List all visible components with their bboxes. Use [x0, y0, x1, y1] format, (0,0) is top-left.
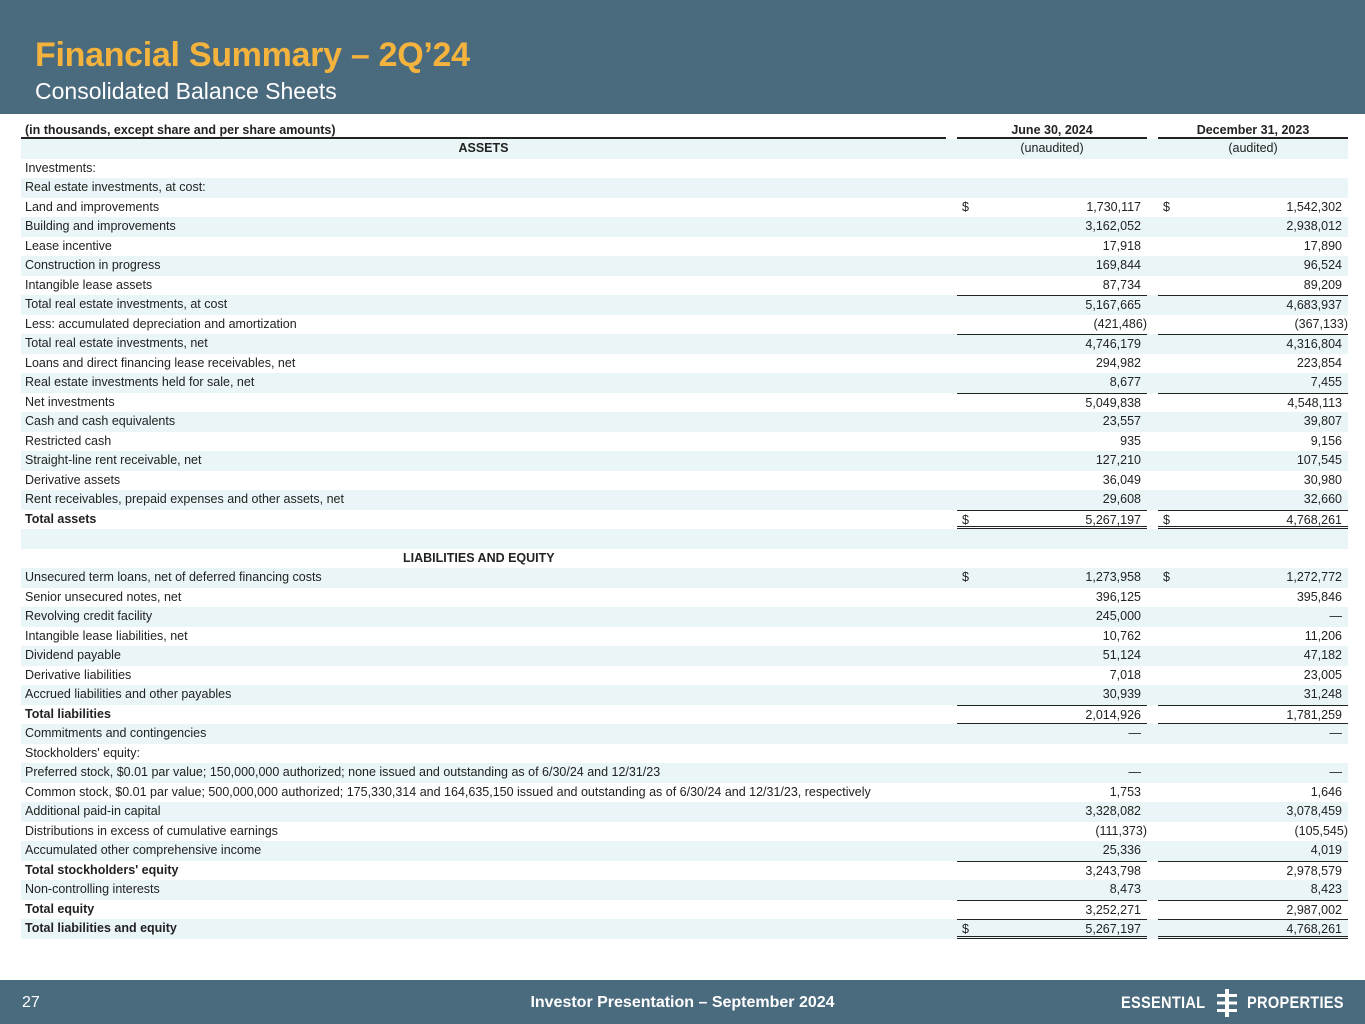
row-label: Land and improvements [25, 199, 160, 214]
cell-dec-2023 [1158, 919, 1348, 939]
cell-dec-2023 [1158, 685, 1348, 705]
cell-value: 47,182 [1303, 648, 1342, 662]
table-row [21, 334, 1348, 354]
table-row [21, 841, 1348, 861]
cell-dec-2023 [1158, 763, 1348, 783]
cell-value: 5,167,665 [1085, 298, 1141, 312]
cell-value: 294,982 [1095, 355, 1141, 370]
row-label: Real estate investments, at cost: [25, 180, 206, 194]
row-label: Preferred stock, $0.01 par value; 150,000,000 authorized; none issued and outstanding as of 6/30/24 and 12/31/23 [25, 765, 661, 779]
table-row [21, 315, 1348, 335]
cell-june-2024 [957, 159, 1147, 179]
cell-dec-2023 [1158, 373, 1348, 393]
row-label: Additional paid-in capital [25, 804, 161, 818]
row-label: Intangible lease liabilities, net [25, 628, 188, 643]
cell-value: 3,078,459 [1286, 804, 1342, 818]
cell-june-2024 [957, 315, 1147, 335]
cell-dec-2023 [1158, 471, 1348, 491]
row-label: Less: accumulated depreciation and amortization [25, 316, 297, 331]
currency-symbol: $ [962, 512, 969, 527]
row-label: Lease incentive [25, 238, 112, 253]
cell-june-2024 [957, 861, 1147, 881]
cell-value: 51,124 [1102, 648, 1141, 662]
cell-june-2024 [957, 256, 1147, 276]
row-label: Unsecured term loans, net of deferred financing costs [25, 570, 322, 584]
cell-value: 17,918 [1102, 238, 1141, 253]
cell-value: 1,542,302 [1286, 199, 1342, 214]
cell-dec-2023 [1158, 256, 1348, 276]
cell-dec-2023 [1158, 607, 1348, 627]
cell-value: (111,373) [1095, 823, 1147, 838]
table-section-row [21, 549, 1348, 569]
table-header [21, 118, 1348, 139]
row-label: Total liabilities [25, 706, 111, 721]
cell-june-2024 [957, 393, 1147, 413]
cell-value: 3,328,082 [1085, 804, 1141, 818]
table-section-row [21, 139, 1348, 159]
cell-value: (367,133) [1294, 316, 1348, 331]
cell-value: 1,273,958 [1085, 570, 1141, 584]
cell-value: 30,980 [1303, 472, 1342, 487]
cell-value: 107,545 [1296, 453, 1342, 467]
cell-value: 23,005 [1303, 667, 1342, 682]
cell-value: 5,267,197 [1085, 922, 1141, 936]
cell-dec-2023 [1158, 861, 1348, 881]
table-section-row [21, 529, 1348, 549]
cell-dec-2023 [1158, 334, 1348, 354]
row-label: Net investments [25, 394, 115, 409]
cell-value: 17,890 [1303, 238, 1342, 253]
cell-dec-2023 [1158, 705, 1348, 725]
cell-dec-2023 [1158, 315, 1348, 335]
cell-june-2024 [957, 334, 1147, 354]
cell-value: — [1329, 765, 1342, 779]
cell-dec-2023 [1158, 588, 1348, 608]
row-label: Real estate investments held for sale, net [25, 375, 255, 389]
cell-value: 223,854 [1296, 355, 1342, 370]
row-label: Total real estate investments, net [25, 336, 208, 350]
cell-dec-2023 [1158, 159, 1348, 179]
cell-june-2024 [957, 568, 1147, 588]
row-label: Senior unsecured notes, net [25, 589, 182, 604]
cell-dec-2023 [1158, 178, 1348, 198]
cell-june-2024 [957, 880, 1147, 900]
row-label: Total assets [25, 511, 97, 526]
logo-word-left: ESSENTIAL [1121, 993, 1206, 1012]
cell-value: 2,978,579 [1286, 863, 1342, 878]
cell-value: — [1329, 609, 1342, 623]
cell-dec-2023 [1158, 237, 1348, 257]
cell-value: 245,000 [1095, 609, 1141, 623]
cell-june-2024 [957, 822, 1147, 842]
cell-value: 11,206 [1304, 628, 1342, 643]
cell-value: 169,844 [1095, 258, 1141, 272]
row-label: Distributions in excess of cumulative earnings [25, 823, 278, 838]
cell-dec-2023 [1158, 627, 1348, 647]
cell-june-2024 [957, 276, 1147, 296]
cell-value: 9,156 [1310, 433, 1342, 448]
cell-dec-2023 [1158, 217, 1348, 237]
table-row [21, 666, 1348, 686]
cell-june-2024 [957, 237, 1147, 257]
cell-june-2024 [957, 412, 1147, 432]
row-label: Non-controlling interests [25, 882, 160, 896]
cell-value: 4,768,261 [1286, 512, 1342, 527]
currency-symbol: $ [962, 570, 969, 584]
cell-dec-2023 [1158, 724, 1348, 744]
cell-june-2024 [957, 724, 1147, 744]
cell-value: 7,018 [1109, 667, 1141, 682]
cell-value: 3,162,052 [1085, 219, 1141, 233]
currency-symbol: $ [962, 922, 969, 936]
cell-value: 10,762 [1102, 628, 1141, 643]
cell-value: 23,557 [1102, 414, 1141, 428]
table-body [21, 139, 1348, 939]
cell-value: 8,423 [1310, 882, 1342, 896]
table-row [21, 276, 1348, 296]
table-row [21, 763, 1348, 783]
cell-value: 3,243,798 [1085, 863, 1141, 878]
table-row [21, 802, 1348, 822]
cell-value: 395,846 [1296, 589, 1342, 604]
logo-mark-icon [1217, 989, 1237, 1017]
cell-value: (105,545) [1294, 823, 1348, 838]
cell-value: 25,336 [1102, 843, 1141, 857]
currency-symbol: $ [1163, 570, 1170, 584]
table-row [21, 159, 1348, 179]
cell-dec-2023 [1158, 783, 1348, 803]
table-row [21, 295, 1348, 315]
row-label: ASSETS [458, 141, 509, 155]
cell-june-2024 [957, 354, 1147, 374]
cell-value: 4,683,937 [1286, 298, 1342, 312]
cell-value: 935 [1120, 433, 1141, 448]
table-row [21, 568, 1348, 588]
table-row [21, 432, 1348, 452]
cell-june-2024 [957, 198, 1147, 218]
cell-june-2024 [957, 783, 1147, 803]
row-label: Investments: [25, 160, 96, 175]
table-row [21, 744, 1348, 764]
page-number: 27 [22, 994, 40, 1011]
cell-value: 4,316,804 [1286, 337, 1342, 351]
table-row [21, 237, 1348, 257]
cell-value: 87,734 [1102, 277, 1141, 292]
cell-dec-2023 [1158, 529, 1348, 549]
row-label: LIABILITIES AND EQUITY [403, 550, 555, 565]
cell-dec-2023 [1158, 568, 1348, 588]
cell-june-2024 [957, 802, 1147, 822]
header-band [0, 0, 1365, 114]
cell-dec-2023 [1158, 900, 1348, 920]
cell-value: — [1128, 726, 1141, 740]
row-label: Derivative liabilities [25, 667, 132, 682]
table-row [21, 198, 1348, 218]
table-row [21, 724, 1348, 744]
column-header-dec-2023: December 31, 2023 [1196, 123, 1310, 137]
cell-dec-2023 [1158, 646, 1348, 666]
cell-dec-2023 [1158, 432, 1348, 452]
row-label: Straight-line rent receivable, net [25, 453, 202, 467]
cell-june-2024 [957, 549, 1147, 569]
cell-value: 4,548,113 [1287, 395, 1342, 410]
cell-june-2024 [957, 178, 1147, 198]
row-label: Stockholders' equity: [25, 745, 140, 760]
cell-value: 396,125 [1095, 589, 1141, 604]
cell-dec-2023 [1158, 510, 1348, 530]
row-label: Dividend payable [25, 648, 121, 662]
cell-june-2024 [957, 666, 1147, 686]
cell-value: 4,746,179 [1085, 337, 1141, 351]
cell-value: 29,608 [1102, 492, 1141, 506]
cell-june-2024 [957, 646, 1147, 666]
cell-value: 3,252,271 [1085, 902, 1141, 917]
cell-value: 1,272,772 [1286, 570, 1342, 584]
cell-value: 30,939 [1102, 687, 1141, 701]
cell-june-2024 [957, 529, 1147, 549]
cell-june-2024 [957, 295, 1147, 315]
row-label: Restricted cash [25, 433, 112, 448]
cell-value: 1,753 [1109, 784, 1141, 799]
table-row [21, 627, 1348, 647]
row-label: Total stockholders' equity [25, 862, 179, 877]
table-row [21, 861, 1348, 881]
table-row [21, 178, 1348, 198]
cell-value: — [1128, 765, 1141, 779]
table-row [21, 393, 1348, 413]
company-logo [1121, 989, 1360, 1017]
row-label: Cash and cash equivalents [25, 414, 176, 428]
cell-value: 2,938,012 [1286, 219, 1342, 233]
table-row [21, 354, 1348, 374]
cell-value: 1,646 [1310, 784, 1342, 799]
table-row [21, 490, 1348, 510]
cell-value: 89,209 [1303, 277, 1342, 292]
table-row [21, 256, 1348, 276]
cell-dec-2023 [1158, 549, 1348, 569]
table-row [21, 412, 1348, 432]
cell-june-2024 [957, 607, 1147, 627]
cell-value: 2,014,926 [1085, 707, 1141, 722]
cell-value: 4,768,261 [1286, 922, 1342, 936]
table-row [21, 646, 1348, 666]
cell-dec-2023 [1158, 451, 1348, 471]
cell-value: 32,660 [1303, 492, 1342, 506]
cell-june-2024 [957, 373, 1147, 393]
cell-dec-2023 [1158, 744, 1348, 764]
cell-june-2024 [957, 900, 1147, 920]
row-label: Rent receivables, prepaid expenses and other assets, net [25, 492, 344, 506]
cell-dec-2023 [1158, 802, 1348, 822]
audit-status: (audited) [1228, 141, 1278, 155]
cell-dec-2023 [1158, 822, 1348, 842]
row-label: Loans and direct financing lease receivables, net [25, 355, 296, 370]
cell-june-2024 [957, 744, 1147, 764]
table-row [21, 471, 1348, 491]
cell-june-2024 [957, 919, 1147, 939]
row-label: Common stock, $0.01 par value; 500,000,000 authorized; 175,330,314 and 164,635,150 issued and outstanding as of 6/30/24 and 12/31/23, respectively [25, 784, 871, 799]
table-row [21, 588, 1348, 608]
cell-dec-2023 [1158, 666, 1348, 686]
table-row [21, 685, 1348, 705]
footer-band [0, 980, 1365, 1024]
row-label: Building and improvements [25, 219, 176, 233]
cell-value: 7,455 [1310, 375, 1342, 389]
table-row [21, 451, 1348, 471]
table-row [21, 607, 1348, 627]
row-label: Derivative assets [25, 472, 121, 487]
cell-value: 127,210 [1095, 453, 1141, 467]
table-row [21, 510, 1348, 530]
row-label: Total real estate investments, at cost [25, 297, 228, 311]
cell-june-2024 [957, 432, 1147, 452]
row-label: Accumulated other comprehensive income [25, 843, 262, 857]
cell-value: — [1329, 726, 1342, 740]
row-label: Commitments and contingencies [25, 726, 207, 740]
cell-value: (421,486) [1093, 316, 1147, 331]
cell-dec-2023 [1158, 393, 1348, 413]
cell-june-2024 [957, 510, 1147, 530]
cell-value: 39,807 [1303, 414, 1342, 428]
table-row [21, 705, 1348, 725]
table-row [21, 217, 1348, 237]
balance-sheet-table [21, 118, 1348, 939]
cell-value: 1,781,259 [1286, 707, 1342, 722]
row-label: Total liabilities and equity [25, 921, 177, 935]
cell-value: 1,730,117 [1086, 199, 1141, 214]
cell-june-2024 [957, 588, 1147, 608]
cell-value: 4,019 [1310, 843, 1342, 857]
table-caption: (in thousands, except share and per share amounts) [25, 123, 336, 137]
cell-june-2024 [957, 451, 1147, 471]
cell-june-2024 [957, 841, 1147, 861]
cell-june-2024 [957, 627, 1147, 647]
audit-status: (unaudited) [1020, 141, 1084, 155]
row-label: Construction in progress [25, 258, 161, 272]
cell-june-2024 [957, 139, 1147, 159]
cell-value: 8,473 [1109, 882, 1141, 896]
cell-dec-2023 [1158, 354, 1348, 374]
table-row [21, 919, 1348, 939]
cell-june-2024 [957, 490, 1147, 510]
cell-dec-2023 [1158, 198, 1348, 218]
cell-dec-2023 [1158, 139, 1348, 159]
currency-symbol: $ [1163, 199, 1170, 214]
cell-value: 31,248 [1303, 687, 1342, 701]
row-label: Revolving credit facility [25, 609, 153, 623]
cell-june-2024 [957, 763, 1147, 783]
cell-dec-2023 [1158, 276, 1348, 296]
cell-june-2024 [957, 705, 1147, 725]
cell-value: 96,524 [1303, 258, 1342, 272]
table-row [21, 783, 1348, 803]
cell-value: 5,049,838 [1085, 395, 1141, 410]
cell-value: 36,049 [1102, 472, 1141, 487]
page-subtitle: Consolidated Balance Sheets [35, 78, 337, 104]
table-row [21, 373, 1348, 393]
cell-june-2024 [957, 685, 1147, 705]
cell-dec-2023 [1158, 841, 1348, 861]
currency-symbol: $ [962, 199, 969, 214]
cell-dec-2023 [1158, 295, 1348, 315]
cell-value: 8,677 [1109, 375, 1141, 389]
row-label: Accrued liabilities and other payables [25, 687, 232, 701]
footer-title: Investor Presentation – September 2024 [530, 994, 835, 1011]
table-row [21, 822, 1348, 842]
cell-june-2024 [957, 471, 1147, 491]
row-label: Intangible lease assets [25, 277, 153, 292]
cell-dec-2023 [1158, 490, 1348, 510]
table-row [21, 880, 1348, 900]
cell-value: 2,987,002 [1286, 902, 1342, 917]
cell-june-2024 [957, 217, 1147, 237]
table-row [21, 900, 1348, 920]
cell-dec-2023 [1158, 412, 1348, 432]
column-header-june-2024: June 30, 2024 [1011, 123, 1093, 137]
currency-symbol: $ [1163, 512, 1170, 527]
logo-word-right: PROPERTIES [1247, 993, 1344, 1012]
page-title: Financial Summary – 2Q’24 [35, 36, 470, 74]
cell-value: 5,267,197 [1085, 512, 1141, 527]
cell-dec-2023 [1158, 880, 1348, 900]
row-label: Total equity [25, 901, 95, 916]
